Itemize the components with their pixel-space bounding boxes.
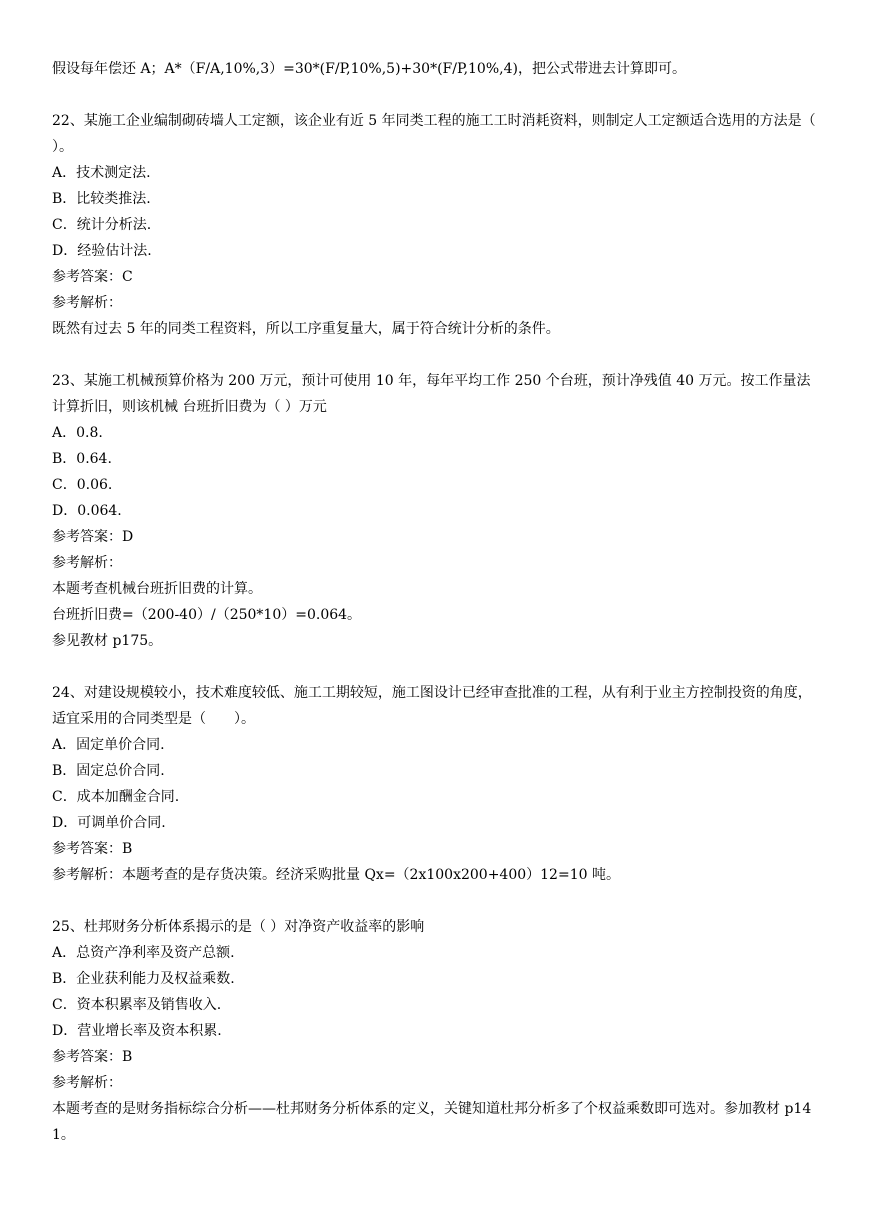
answer-option: A．总资产净利率及资产总额.: [52, 945, 235, 961]
answer-option: D．0.064.: [52, 503, 122, 519]
answer-option: A．固定单价合同.: [52, 737, 165, 753]
reference-analysis: 参考解析：本题考查的是存货决策。经济采购批量 Qx=（2x100x200+400）12=10 吨。: [52, 867, 620, 883]
reference-analysis: 参考解析：: [52, 1075, 122, 1091]
answer-option: D．经验估计法.: [52, 243, 152, 259]
question-block: [52, 368, 822, 654]
question-stem: 22、某施工企业编制砌砖墙人工定额，该企业有近 5 年同类工程的施工工时消耗资料，则制定人工定额适合选用的方法是（ ）。: [52, 113, 844, 155]
answer-option: B．比较类推法.: [52, 191, 151, 207]
reference-analysis: 既然有过去 5 年的同类工程资料，所以工序重复量大，属于符合统计分析的条件。: [52, 321, 560, 337]
reference-answer: 参考答案：B: [52, 841, 133, 857]
reference-answer: 参考答案：D: [52, 529, 134, 545]
question-list: [52, 108, 844, 1148]
question-block: [52, 108, 844, 342]
answer-option: B．企业获利能力及权益乘数.: [52, 971, 235, 987]
reference-analysis: 本题考查机械台班折旧费的计算。: [52, 581, 262, 597]
intro-text: 假设每年偿还 A；A*（F/A,10%,3）=30*(F/P,10%,5)+30*(F/P,10%,4)，把公式带进去计算即可。: [52, 61, 686, 77]
answer-option: A．技术测定法.: [52, 165, 151, 181]
answer-option: A．0.8.: [52, 425, 103, 441]
answer-option: C．统计分析法.: [52, 217, 152, 233]
question-stem: 24、对建设规模较小，技术难度较低、施工工期较短，施工图设计已经审查批准的工程，从有利于业主方控制投资的角度，适宜采用的合同类型是（ ）。: [52, 685, 812, 727]
answer-option: D．可调单价合同.: [52, 815, 166, 831]
reference-analysis: 参见教材 p175。: [52, 633, 163, 649]
answer-option: B．0.64.: [52, 451, 112, 467]
reference-answer: 参考答案：C: [52, 269, 133, 285]
reference-analysis: 台班折旧费=（200-40）/（250*10）=0.064。: [52, 607, 362, 623]
question-stem: 25、杜邦财务分析体系揭示的是（ ）对净资产收益率的影响: [52, 919, 425, 935]
reference-analysis: 本题考查的是财务指标综合分析——杜邦财务分析体系的定义，关键知道杜邦分析多了个权益乘数即可选对。参加教材 p141。: [52, 1101, 812, 1143]
answer-option: B．固定总价合同.: [52, 763, 165, 779]
reference-answer: 参考答案：B: [52, 1049, 133, 1065]
question-stem: 23、某施工机械预算价格为 200 万元，预计可使用 10 年，每年平均工作 250 个台班，预计净残值 40 万元。按工作量法计算折旧，则该机械 台班折旧费为（ ）万元: [52, 373, 811, 415]
document-page: [52, 56, 844, 1148]
answer-option: C．成本加酬金合同.: [52, 789, 180, 805]
answer-option: C．0.06.: [52, 477, 113, 493]
answer-option: D．营业增长率及资本积累.: [52, 1023, 222, 1039]
question-block: [52, 680, 822, 888]
question-block: [52, 914, 822, 1148]
reference-analysis: 参考解析：: [52, 555, 122, 571]
answer-option: C．资本积累率及销售收入.: [52, 997, 222, 1013]
reference-analysis: 参考解析：: [52, 295, 122, 311]
